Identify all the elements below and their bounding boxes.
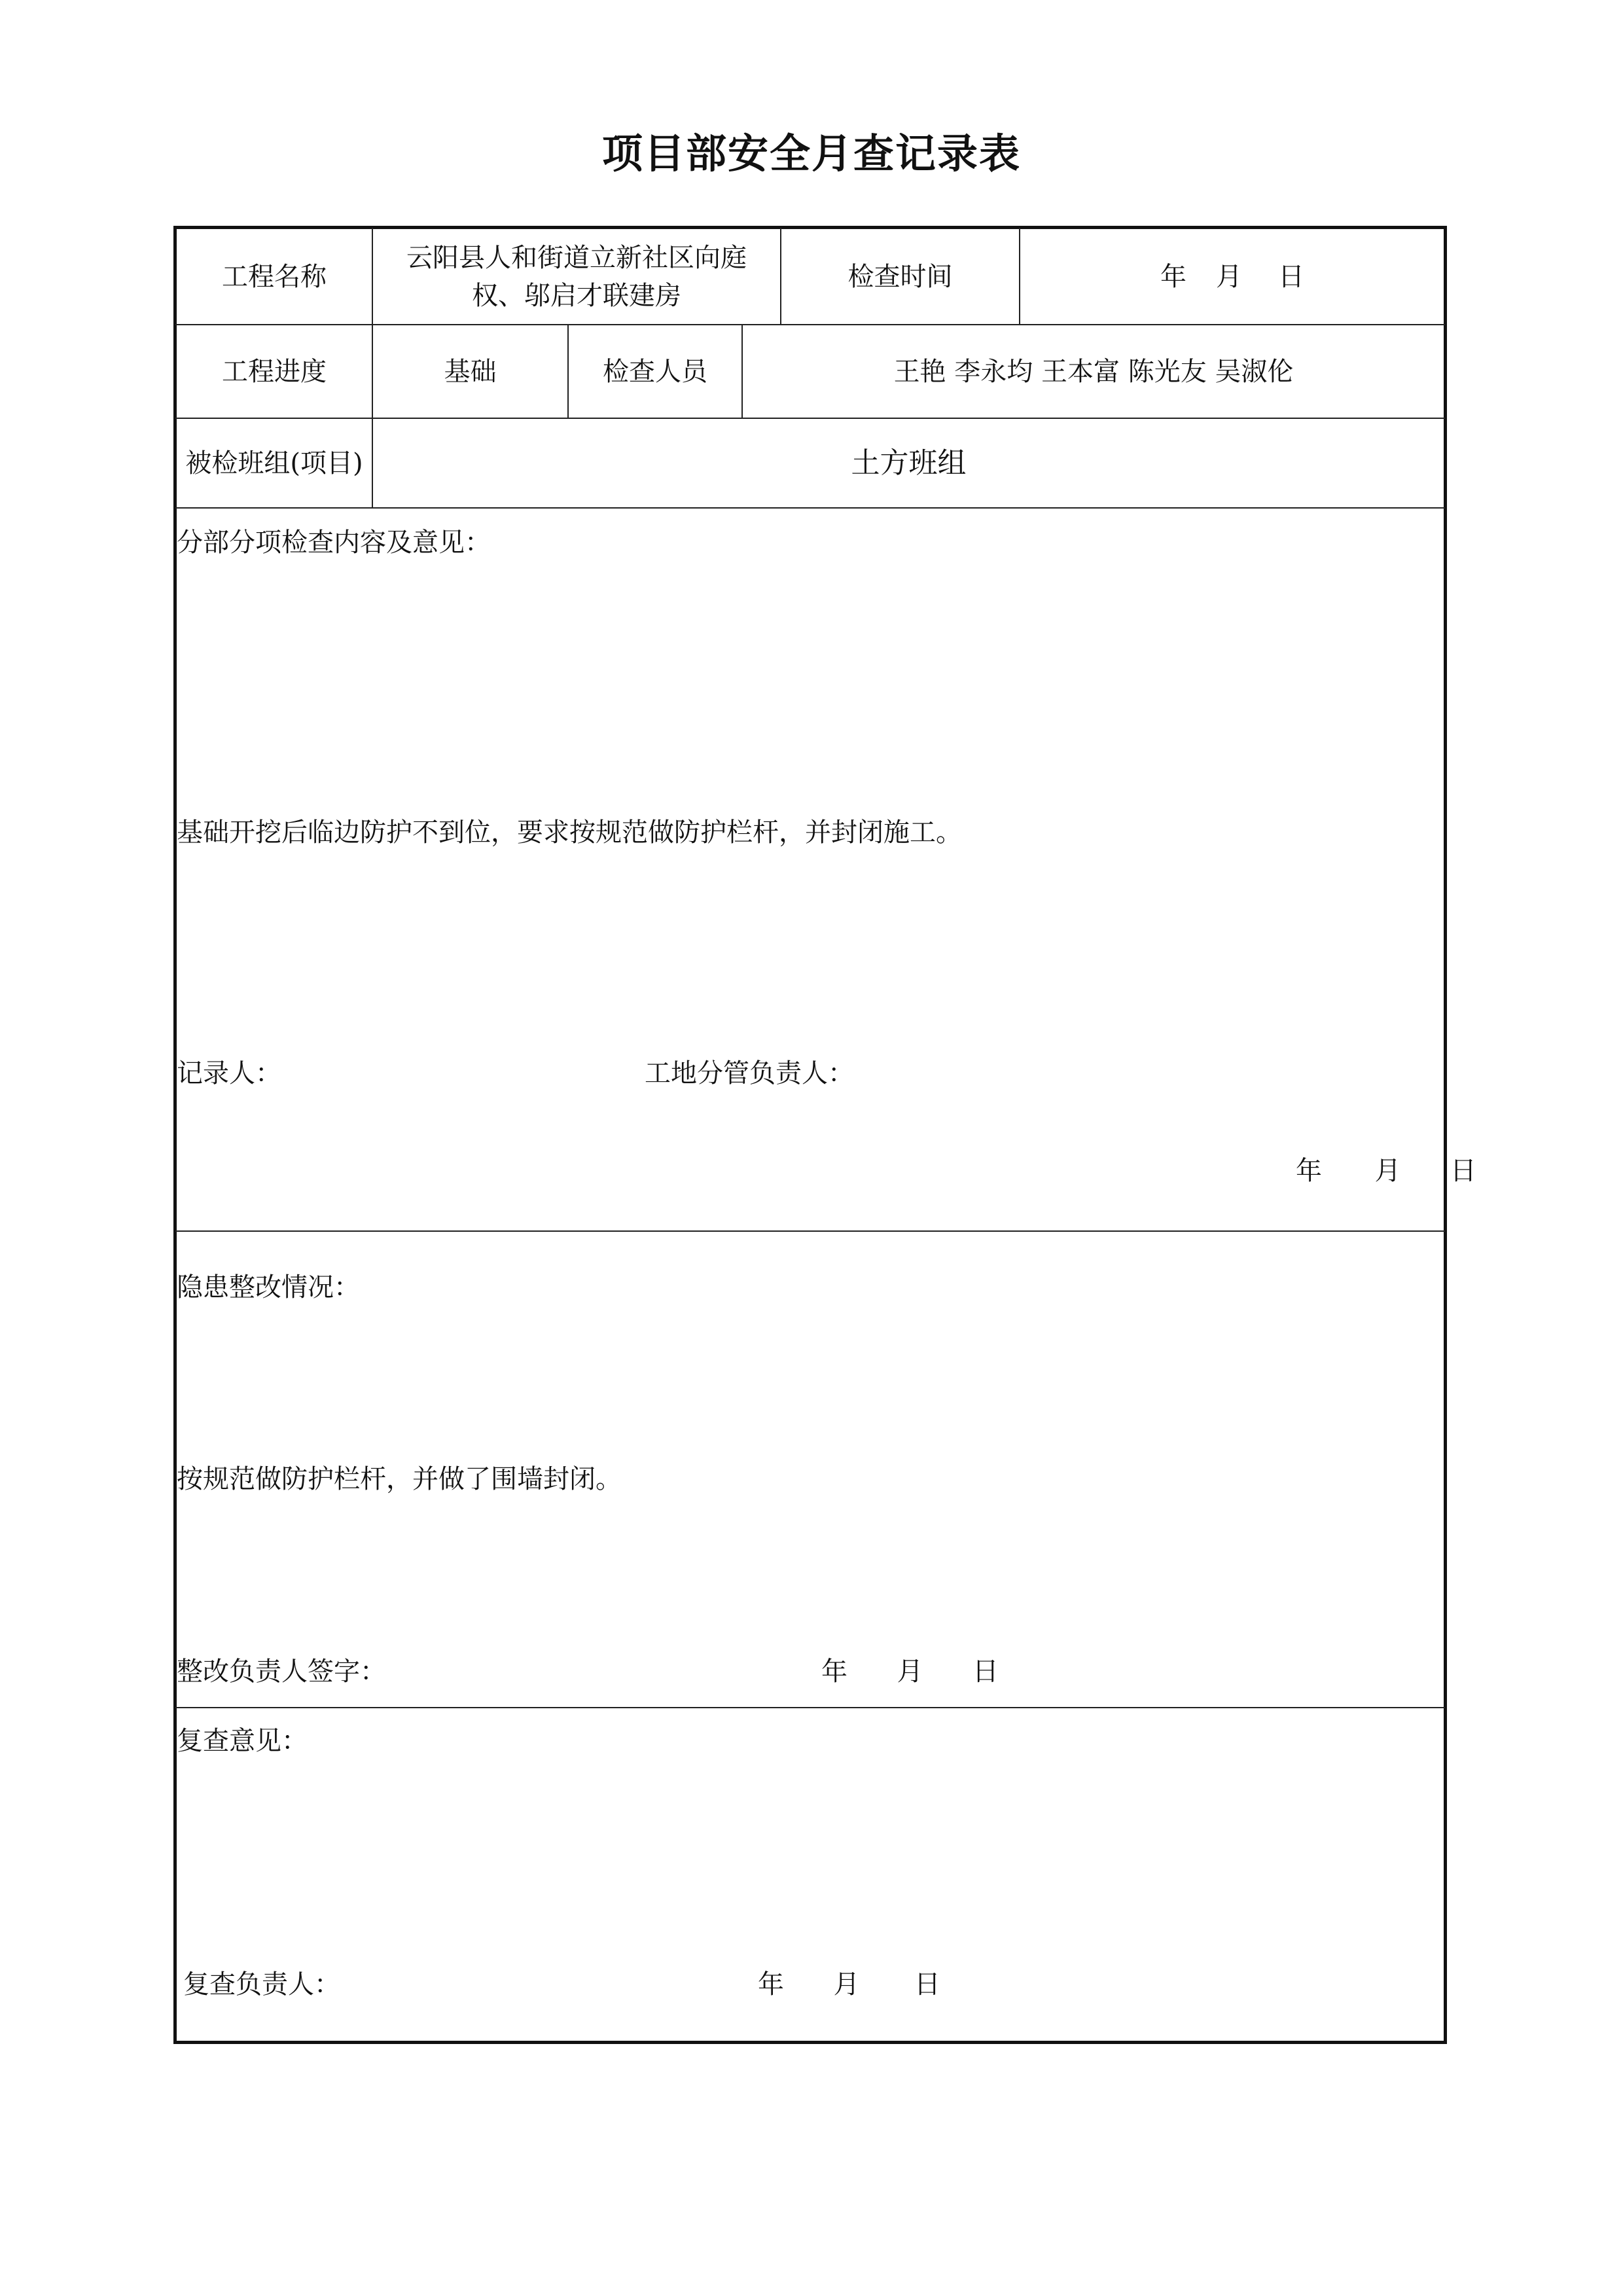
- day-label: 日: [1450, 1156, 1476, 1186]
- month-label: 月: [1216, 261, 1242, 292]
- rectification-content: 按规范做防护栏杆，并做了围墙封闭。: [177, 1464, 622, 1494]
- year-label: 年: [821, 1657, 847, 1687]
- project-name-line-2: 权、邬启才联建房: [472, 280, 681, 311]
- inspect-time-label: 检查时间: [847, 261, 953, 292]
- section-divider: [175, 1707, 1445, 1708]
- project-name-value: [373, 229, 780, 324]
- day-label: 日: [1278, 261, 1304, 292]
- day-label: 日: [914, 1969, 940, 2000]
- row-divider: [175, 507, 1445, 509]
- day-label: 日: [972, 1657, 999, 1687]
- rectification-date: [821, 1651, 999, 1688]
- month-label: 月: [897, 1657, 923, 1687]
- recorder-label: 记录人：: [177, 1058, 281, 1088]
- year-label: 年: [758, 1969, 784, 2000]
- project-name-label: 工程名称: [222, 261, 327, 292]
- inspection-date: [1296, 1150, 1476, 1187]
- inspectors-label: 检查人员: [603, 356, 707, 387]
- rectification-heading: 隐患整改情况：: [177, 1272, 360, 1302]
- review-date: [758, 1964, 940, 2001]
- progress-label: 工程进度: [222, 356, 327, 387]
- year-label: 年: [1160, 261, 1186, 292]
- inspectors-value: 王艳 李永均 王本富 陈光友 吴淑伦: [893, 356, 1294, 387]
- site-manager-label: 工地分管负责人：: [645, 1058, 854, 1088]
- inspection-content: 基础开挖后临边防护不到位，要求按规范做防护栏杆，并封闭施工。: [177, 817, 962, 848]
- team-label: 被检班组(项目): [185, 448, 363, 478]
- review-heading: 复查意见：: [177, 1726, 308, 1756]
- section-divider: [175, 1230, 1445, 1232]
- inspection-heading: 分部分项检查内容及意见：: [177, 528, 491, 558]
- reviewer-label: 复查负责人：: [183, 1969, 340, 2000]
- year-label: 年: [1296, 1156, 1322, 1186]
- month-label: 月: [833, 1969, 860, 2000]
- month-label: 月: [1374, 1156, 1401, 1186]
- project-name-line-1: 云阳县人和街道立新社区向庭: [406, 242, 747, 273]
- page-title: 项目部安全月查记录表: [601, 130, 1021, 177]
- team-value: 土方班组: [851, 446, 967, 480]
- progress-value: 基础: [444, 356, 497, 387]
- rectification-signature-label: 整改负责人签字：: [177, 1657, 386, 1687]
- inspect-time-value: [1020, 229, 1444, 324]
